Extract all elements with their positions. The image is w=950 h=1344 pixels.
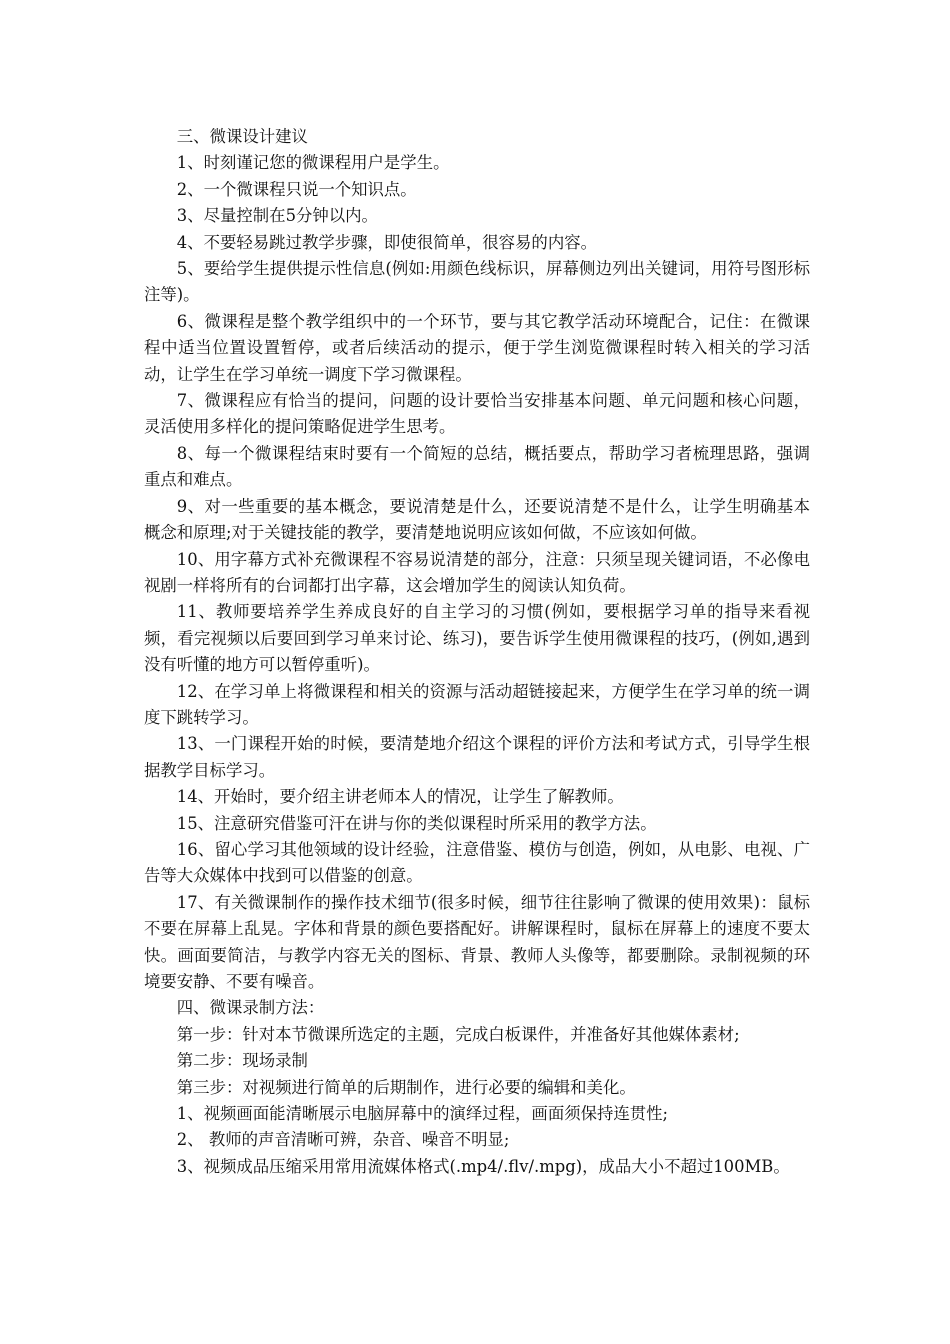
list-item: 10、用字幕方式补充微课程不容易说清楚的部分，注意：只须呈现关键词语，不必像电视剧一样将所有的台词都打出字幕，这会增加学生的阅读认知负荷。 — [144, 549, 810, 595]
list-item: 11、教师要培养学生养成良好的自主学习的习惯(例如，要根据学习单的指导来看视频，看完视频以后要回到学习单来讨论、练习)，要告诉学生使用微课程的技巧，(例如,遇到没有听懂的地方可以暂停重听)。 — [144, 602, 810, 675]
list-item: 16、留心学习其他领域的设计经验，注意借鉴、模仿与创造，例如，从电影、电视、广告等大众媒体中找到可以借鉴的创意。 — [144, 839, 810, 886]
list-item: 14、开始时，要介绍主讲老师本人的情况，让学生了解教师。 — [176, 787, 624, 807]
step-item: 第一步：针对本节微课所选定的主题，完成白板课件，并准备好其他媒体素材; — [176, 1024, 740, 1044]
section-heading-3: 三、微课设计建议 — [176, 127, 308, 146]
list-item: 2、一个微课程只说一个知识点。 — [176, 179, 417, 199]
list-item: 13、一门课程开始的时候，要清楚地介绍这个课程的评价方法和考试方式，引导学生根据教学目标学习。 — [144, 734, 810, 780]
list-item: 7、微课程应有恰当的提问，问题的设计要恰当安排基本问题、单元问题和核心问题，灵活使用多样化的提问策略促进学生思考。 — [144, 391, 810, 437]
step-item: 第二步：现场录制 — [176, 1051, 308, 1071]
list-item: 1、时刻谨记您的微课程用户是学生。 — [176, 153, 450, 173]
list-item: 9、对一些重要的基本概念，要说清楚是什么，还要说清楚不是什么，让学生明确基本概念和原理;对于关键技能的教学，要清楚地说明应该如何做，不应该如何做。 — [144, 496, 810, 543]
list-item: 2、 教师的声音清晰可辨，杂音、噪音不明显; — [176, 1130, 510, 1150]
list-item: 4、不要轻易跳过教学步骤，即使很简单，很容易的内容。 — [176, 232, 597, 252]
step-item: 第三步：对视频进行简单的后期制作，进行必要的编辑和美化。 — [176, 1077, 636, 1097]
document-body — [144, 124, 810, 1180]
list-item: 15、注意研究借鉴可汗在讲与你的类似课程时所采用的教学方法。 — [176, 813, 657, 833]
list-item: 6、微课程是整个教学组织中的一个环节，要与其它教学活动环境配合，记住：在微课程中适当位置设置暂停，或者后续活动的提示，便于学生浏览微课程时转入相关的学习活动，让学生在学习单统一调度下学习微课程。 — [144, 311, 810, 384]
list-item: 3、视频成品压缩采用常用流媒体格式(.mp4/.flv/.mpg)，成品大小不超过100MB。 — [176, 1156, 790, 1176]
list-item: 8、每一个微课程结束时要有一个简短的总结，概括要点，帮助学习者梳理思路，强调重点和难点。 — [144, 443, 810, 490]
list-item: 5、要给学生提供提示性信息(例如:用颜色线标识，屏幕侧边列出关键词，用符号图形标注等)。 — [144, 259, 810, 305]
list-item: 3、尽量控制在5分钟以内。 — [176, 206, 378, 226]
list-item: 12、在学习单上将微课程和相关的资源与活动超链接起来，方便学生在学习单的统一调度下跳转学习。 — [144, 681, 810, 727]
section-heading-4: 四、微课录制方法： — [176, 998, 325, 1018]
list-item: 17、有关微课制作的操作技术细节(很多时候，细节往往影响了微课的使用效果)：鼠标不要在屏幕上乱晃。字体和背景的颜色要搭配好。讲解课程时，鼠标在屏幕上的速度不要太快。画面要简洁，与教学内容无关的图标、背景、教师人头像等，都要删除。录制视频的环境要安静、不要有噪音。 — [144, 892, 810, 991]
list-item: 1、视频画面能清晰展示电脑屏幕中的演绎过程，画面须保持连贯性; — [176, 1104, 669, 1124]
